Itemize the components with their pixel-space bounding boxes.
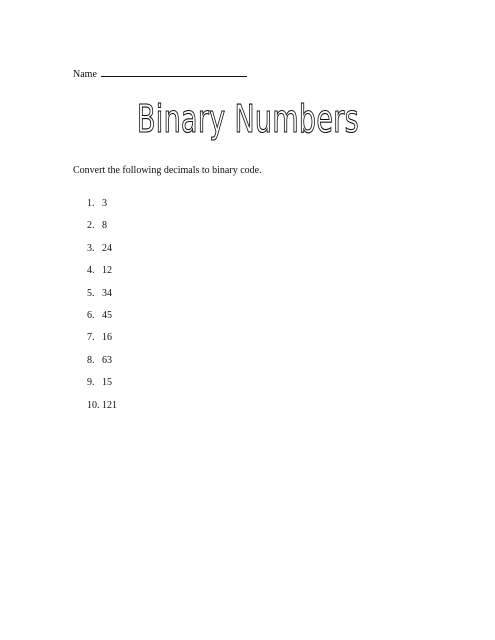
problem-value: 15	[102, 377, 112, 389]
problem-number: 2.	[87, 220, 95, 232]
problem-number: 7.	[87, 332, 95, 344]
problem-item	[87, 309, 117, 331]
problem-value: 34	[102, 287, 112, 299]
name-label: Name	[73, 69, 97, 80]
problem-number: 10.	[87, 399, 100, 411]
problem-number: 4.	[87, 265, 95, 277]
problem-number: 1.	[87, 198, 95, 209]
title-text: Binary Numbers	[137, 97, 359, 141]
problem-value: 63	[102, 354, 112, 366]
problem-number: 9.	[87, 377, 95, 389]
name-blank-line[interactable]	[101, 67, 247, 77]
problem-value: 12	[102, 265, 112, 277]
problem-item	[87, 399, 117, 421]
title-outline-graphic	[132, 94, 364, 144]
problem-value: 24	[102, 242, 112, 254]
problem-item	[87, 354, 117, 376]
instructions-text: Convert the following decimals to binary code.	[73, 165, 262, 176]
problem-item	[87, 287, 117, 309]
problem-item	[87, 331, 117, 353]
problem-item	[87, 264, 117, 286]
problem-number: 3.	[87, 242, 95, 254]
problem-value: 3	[102, 198, 107, 209]
problem-number: 5.	[87, 287, 95, 299]
problem-list	[87, 197, 117, 421]
problem-value: 16	[102, 332, 112, 344]
problem-item	[87, 197, 117, 219]
problem-value: 8	[102, 220, 107, 232]
worksheet-title	[132, 94, 364, 144]
problem-value: 121	[102, 399, 117, 411]
problem-item	[87, 376, 117, 398]
problem-number: 6.	[87, 309, 95, 321]
problem-value: 45	[102, 309, 112, 321]
problem-item	[87, 219, 117, 241]
problem-number: 8.	[87, 354, 95, 366]
name-field-row	[73, 67, 247, 82]
problem-item	[87, 242, 117, 264]
